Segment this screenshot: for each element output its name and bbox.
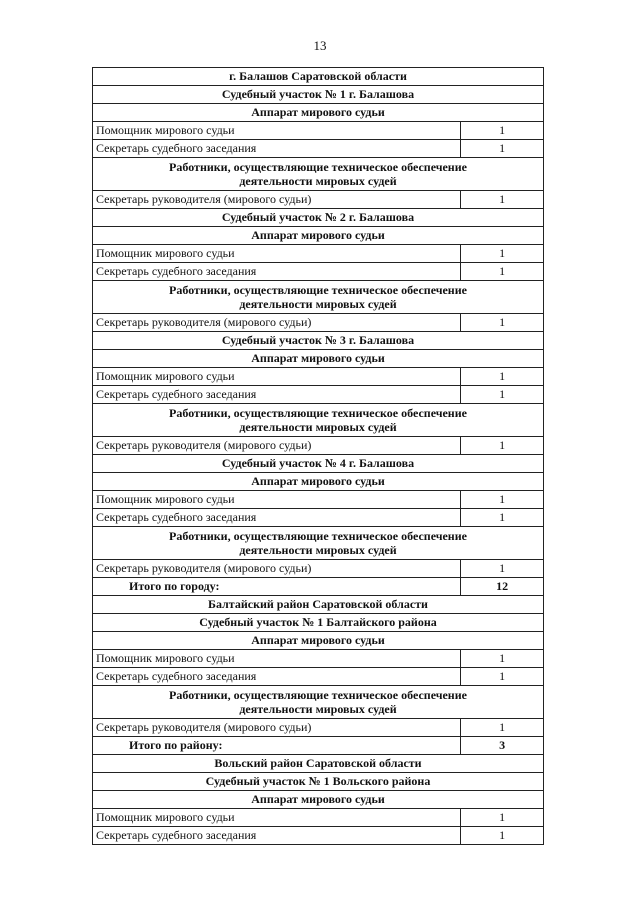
position-name: Помощник мирового судьи — [93, 245, 461, 263]
position-name: Секретарь руководителя (мирового судьи) — [93, 437, 461, 455]
position-row — [93, 263, 544, 281]
position-row — [93, 650, 544, 668]
position-name: Помощник мирового судьи — [93, 809, 461, 827]
section-header-row — [93, 632, 544, 650]
position-row — [93, 191, 544, 209]
section-header-row — [93, 773, 544, 791]
section-header: Аппарат мирового судьи — [93, 350, 544, 368]
section-header: Аппарат мирового судьи — [93, 632, 544, 650]
position-row — [93, 245, 544, 263]
position-count: 1 — [461, 386, 544, 404]
position-name: Помощник мирового судьи — [93, 491, 461, 509]
section-header-row — [93, 227, 544, 245]
position-row — [93, 314, 544, 332]
section-header-line: деятельности мировых судей — [239, 543, 397, 557]
section-header — [93, 158, 544, 191]
section-header: Балтайский район Саратовской области — [93, 596, 544, 614]
section-header: Судебный участок № 3 г. Балашова — [93, 332, 544, 350]
section-header: г. Балашов Саратовской области — [93, 68, 544, 86]
position-row — [93, 437, 544, 455]
section-header-line: деятельности мировых судей — [239, 297, 397, 311]
total-count: 3 — [461, 737, 544, 755]
section-header — [93, 527, 544, 560]
position-name: Секретарь судебного заседания — [93, 827, 461, 845]
position-name: Секретарь судебного заседания — [93, 140, 461, 158]
total-label: Итого по городу: — [93, 578, 461, 596]
position-row — [93, 809, 544, 827]
section-header: Вольский район Саратовской области — [93, 755, 544, 773]
section-header: Аппарат мирового судьи — [93, 791, 544, 809]
section-header-row — [93, 209, 544, 227]
section-header-line: деятельности мировых судей — [239, 702, 397, 716]
section-header-row — [93, 473, 544, 491]
staff-table — [92, 67, 544, 845]
section-header-row — [93, 68, 544, 86]
section-header-row — [93, 755, 544, 773]
position-name: Секретарь руководителя (мирового судьи) — [93, 191, 461, 209]
position-name: Секретарь судебного заседания — [93, 509, 461, 527]
total-row — [93, 737, 544, 755]
section-header: Судебный участок № 2 г. Балашова — [93, 209, 544, 227]
position-row — [93, 668, 544, 686]
section-header-line: Работники, осуществляющие техническое обеспечение — [169, 160, 467, 174]
section-header-row — [93, 158, 544, 191]
section-header-row — [93, 281, 544, 314]
section-header-line: деятельности мировых судей — [239, 174, 397, 188]
position-name: Помощник мирового судьи — [93, 650, 461, 668]
section-header-row — [93, 332, 544, 350]
position-name: Секретарь судебного заседания — [93, 386, 461, 404]
section-header-row — [93, 404, 544, 437]
position-count: 1 — [461, 719, 544, 737]
position-count: 1 — [461, 560, 544, 578]
position-row — [93, 368, 544, 386]
section-header: Аппарат мирового судьи — [93, 104, 544, 122]
total-label: Итого по району: — [93, 737, 461, 755]
section-header — [93, 404, 544, 437]
section-header: Судебный участок № 1 Балтайского района — [93, 614, 544, 632]
section-header-row — [93, 86, 544, 104]
position-name: Секретарь судебного заседания — [93, 263, 461, 281]
section-header-line: деятельности мировых судей — [239, 420, 397, 434]
section-header: Аппарат мирового судьи — [93, 227, 544, 245]
position-count: 1 — [461, 827, 544, 845]
position-row — [93, 719, 544, 737]
section-header: Судебный участок № 1 г. Балашова — [93, 86, 544, 104]
position-row — [93, 509, 544, 527]
section-header-line: Работники, осуществляющие техническое обеспечение — [169, 283, 467, 297]
position-count: 1 — [461, 368, 544, 386]
position-name: Помощник мирового судьи — [93, 368, 461, 386]
position-name: Секретарь судебного заседания — [93, 668, 461, 686]
position-name: Секретарь руководителя (мирового судьи) — [93, 314, 461, 332]
section-header-row — [93, 350, 544, 368]
staff-table-body — [93, 68, 544, 845]
position-count: 1 — [461, 650, 544, 668]
section-header: Судебный участок № 1 Вольского района — [93, 773, 544, 791]
section-header-row — [93, 455, 544, 473]
position-row — [93, 491, 544, 509]
position-count: 1 — [461, 140, 544, 158]
position-name: Секретарь руководителя (мирового судьи) — [93, 719, 461, 737]
position-name: Секретарь руководителя (мирового судьи) — [93, 560, 461, 578]
position-count: 1 — [461, 314, 544, 332]
position-count: 1 — [461, 491, 544, 509]
position-row — [93, 122, 544, 140]
position-name: Помощник мирового судьи — [93, 122, 461, 140]
position-row — [93, 560, 544, 578]
section-header-line: Работники, осуществляющие техническое обеспечение — [169, 406, 467, 420]
section-header-row — [93, 104, 544, 122]
section-header-row — [93, 686, 544, 719]
position-row — [93, 386, 544, 404]
position-count: 1 — [461, 263, 544, 281]
section-header-line: Работники, осуществляющие техническое обеспечение — [169, 688, 467, 702]
position-count: 1 — [461, 245, 544, 263]
position-count: 1 — [461, 668, 544, 686]
section-header: Аппарат мирового судьи — [93, 473, 544, 491]
position-count: 1 — [461, 437, 544, 455]
position-count: 1 — [461, 809, 544, 827]
total-count: 12 — [461, 578, 544, 596]
section-header-line: Работники, осуществляющие техническое обеспечение — [169, 529, 467, 543]
total-row — [93, 578, 544, 596]
section-header-row — [93, 614, 544, 632]
section-header — [93, 686, 544, 719]
position-count: 1 — [461, 509, 544, 527]
page-number: 13 — [313, 38, 327, 53]
position-row — [93, 827, 544, 845]
section-header: Судебный участок № 4 г. Балашова — [93, 455, 544, 473]
position-count: 1 — [461, 122, 544, 140]
section-header — [93, 281, 544, 314]
position-row — [93, 140, 544, 158]
section-header-row — [93, 596, 544, 614]
section-header-row — [93, 527, 544, 560]
section-header-row — [93, 791, 544, 809]
position-count: 1 — [461, 191, 544, 209]
